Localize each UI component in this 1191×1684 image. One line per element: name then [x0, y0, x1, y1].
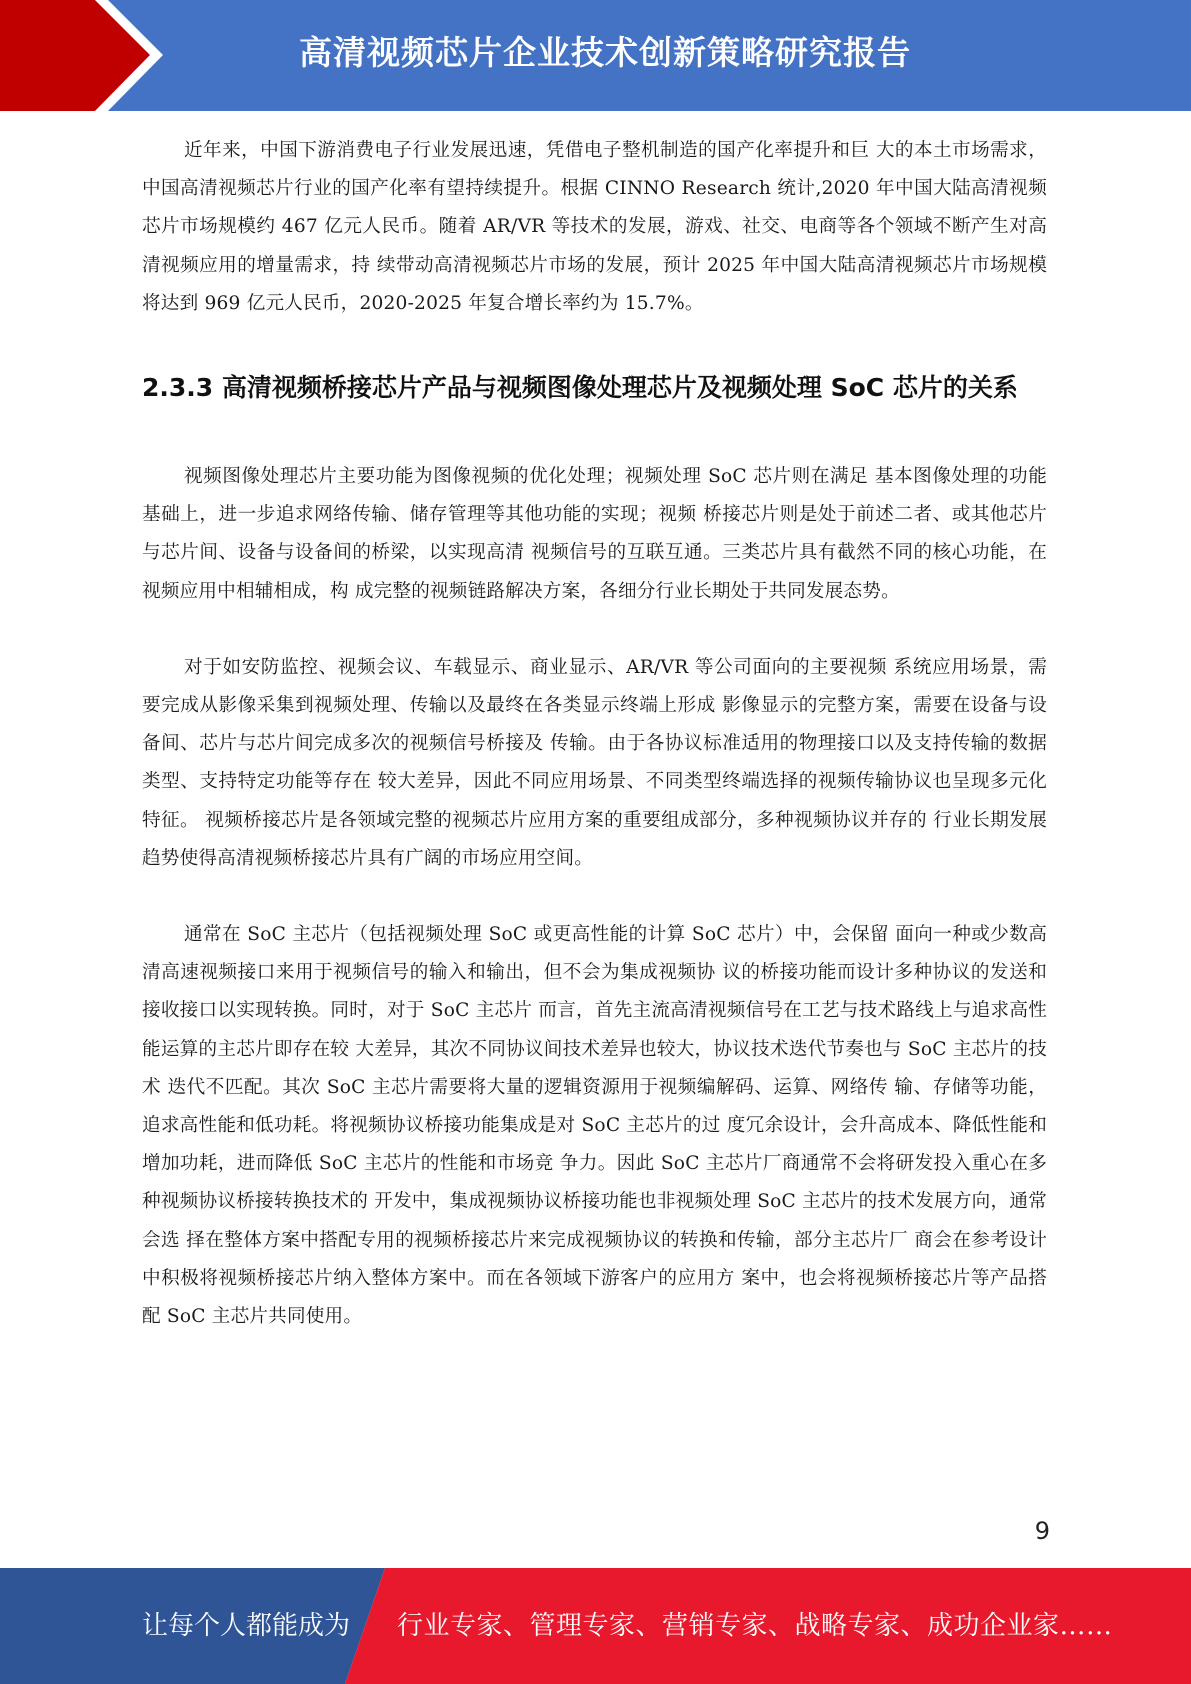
header-red-arrow [0, 0, 150, 111]
paragraph-market-growth: 近年来，中国下游消费电子行业发展迅速，凭借电子整机制造的国产化率提升和巨 大的本土市场需求，中国高清视频芯片行业的国产化率有望持续提升。根据 CINNO Research 统计,2020 年中国大陆高清视频芯片市场规模约 467 亿元人民币。随着 AR/VR 等技术的发展，游戏、社交、电商等各个领域不断产生对高清视频应用的增量需求，持 续带动高清视频芯片市场的发展，预计 2025 年中国大陆高清视频芯片市场规模将达到 969 亿元人民币，2020-2025 年复合增长率约为 15.7%。 [142, 140, 1047, 314]
footer-slogan-left: 让每个人都能成为 [142, 1611, 351, 1641]
paragraph-chip-functions: 视频图像处理芯片主要功能为图像视频的优化处理；视频处理 SoC 芯片则在满足 基本图像处理的功能基础上，进一步追求网络传输、储存管理等其他功能的实现；视频 桥接芯片则是处于前述二者、或其他芯片与芯片间、设备与设备间的桥梁，以实现高清 视频信号的互联互通。三类芯片具有截然不同的核心功能，在视频应用中相辅相成，构 成完整的视频链路解决方案，各细分行业长期处于共同发展态势。 [142, 466, 1047, 602]
page-header [0, 0, 1191, 111]
page-footer [0, 1568, 1191, 1684]
document-body [142, 132, 1047, 1336]
paragraph-soc-bridging: 通常在 SoC 主芯片（包括视频处理 SoC 或更高性能的计算 SoC 芯片）中，会保留 面向一种或少数高清高速视频接口来用于视频信号的输入和输出，但不会为集成视频协 议的桥接功能而设计多种协议的发送和接收接口以实现转换。同时，对于 SoC 主芯片 而言，首先主流高清视频信号在工艺与技术路线上与追求高性能运算的主芯片即存在较 大差异，其次不同协议间技术差异也较大，协议技术迭代节奏也与 SoC 主芯片的技术 迭代不匹配。其次 SoC 主芯片需要将大量的逻辑资源用于视频编解码、运算、网络传 输、存储等功能，追求高性能和低功耗。将视频协议桥接功能集成是对 SoC 主芯片的过 度冗余设计，会升高成本、降低性能和增加功耗，进而降低 SoC 主芯片的性能和市场竞 争力。因此 SoC 主芯片厂商通常不会将研发投入重心在多种视频协议桥接转换技术的 开发中，集成视频协议桥接功能也非视频处理 SoC 主芯片的技术发展方向，通常会选 择在整体方案中搭配专用的视频桥接芯片来完成视频协议的转换和传输，部分主芯片厂 商会在参考设计中积极将视频桥接芯片纳入整体方案中。而在各领域下游客户的应用方 案中，也会将视频桥接芯片等产品搭配 SoC 主芯片共同使用。 [142, 924, 1047, 1328]
section-heading: 2.3.3 高清视频桥接芯片产品与视频图像处理芯片及视频处理 SoC 芯片的关系 [142, 373, 1018, 403]
paragraph-application-scenarios: 对于如安防监控、视频会议、车载显示、商业显示、AR/VR 等公司面向的主要视频 系统应用场景，需要完成从影像采集到视频处理、传输以及最终在各类显示终端上形成 影像显示的完整方案，需要在设备与设备间、芯片与芯片间完成多次的视频信号桥接及 传输。由于各协议标准适用的物理接口以及支持传输的数据类型、支持特定功能等存在 较大差异，因此不同应用场景、不同类型终端选择的视频传输协议也呈现多元化特征。 视频桥接芯片是各领域完整的视频芯片应用方案的重要组成部分，多种视频协议并存的 行业长期发展趋势使得高清视频桥接芯片具有广阔的市场应用空间。 [142, 656, 1047, 869]
report-title: 高清视频芯片企业技术创新策略研究报告 [299, 33, 911, 72]
footer-slogan-right: 行业专家、管理专家、营销专家、战略专家、成功企业家…… [397, 1611, 1113, 1641]
page-number: 9 [1034, 1517, 1050, 1545]
